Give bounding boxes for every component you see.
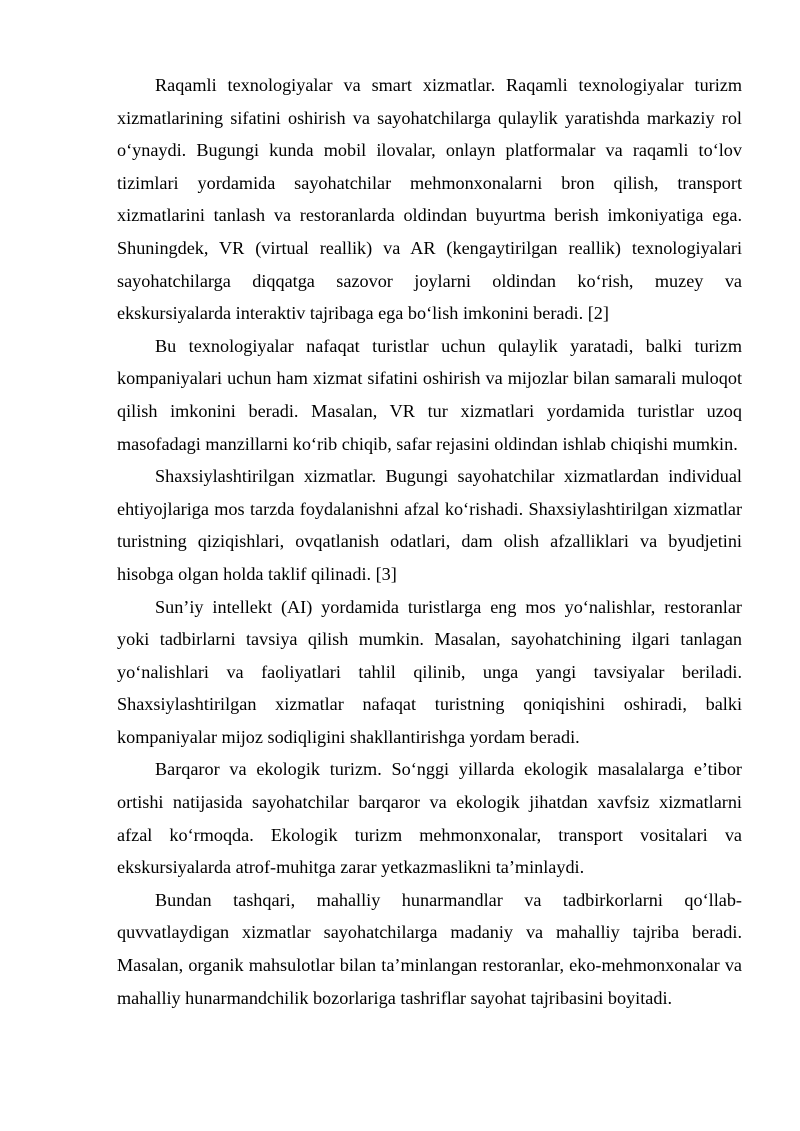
paragraph-digital-technologies: Raqamli texnologiyalar va smart xizmatlar. Raqamli texnologiyalar turizm xizmatlarining sifatini oshirish va sayohatchilarga qulaylik yaratishda markaziy rol oʻynaydi. Bugungi kunda mobil ilovalar, onlayn platformalar va raqamli toʻlov tizimlari yordamida sayohatchilar mehmonxonalarni bron qilish, transport xizmatlarini tanlash va restoranlarda oldindan buyurtma berish imkoniyatiga ega. Shuningdek, VR (virtual reallik) va AR (kengaytirilgan reallik) texnologiyalari sayohatchilarga diqqatga sazovor joylarni oldindan koʻrish, muzey va ekskursiyalarda interaktiv tajribaga ega boʻlish imkonini beradi. [2] (117, 75, 742, 324)
paragraph-artificial-intelligence: Sun’iy intellekt (AI) yordamida turistlarga eng mos yoʻnalishlar, restoranlar yoki tadbirlarni tavsiya qilish mumkin. Masalan, sayohatchining ilgari tanlagan yoʻnalishlari va faoliyatlari tahlil qilinib, unga yangi tavsiyalar beriladi. Shaxsiylashtirilgan xizmatlar nafaqat turistning qoniqishini oshiradi, balki kompaniyalar mijoz sodiqligini shakllantirishga yordam beradi. (117, 596, 742, 747)
paragraph-local-artisans: Bundan tashqari, mahalliy hunarmandlar va tadbirkorlarni qoʻllab-quvvatlaydigan xizmatlar sayohatchilarga madaniy va mahalliy tajriba beradi. Masalan, organik mahsulotlar bilan ta’minlangan restoranlar, eko-mehmonxonalar va mahalliy hunarmandchilik bozorlariga tashriflar sayohat tajribasini boyitadi. (117, 889, 742, 1008)
paragraph-personalized-services: Shaxsiylashtirilgan xizmatlar. Bugungi sayohatchilar xizmatlardan individual ehtiyojlariga mos tarzda foydalanishni afzal koʻrishadi. Shaxsiylashtirilgan xizmatlar turistning qiziqishlari, ovqatlanish odatlari, dam olish afzalliklari va byudjetini hisobga olgan holda taklif qilinadi. [3] (117, 466, 742, 584)
paragraph-technology-benefits: Bu texnologiyalar nafaqat turistlar uchun qulaylik yaratadi, balki turizm kompaniyalari uchun ham xizmat sifatini oshirish va mijozlar bilan samarali muloqot qilish imkonini beradi. Masalan, VR tur xizmatlari yordamida turistlar uzoq masofadagi manzillarni koʻrib chiqib, safar rejasini oldindan ishlab chiqishi mumkin. (117, 335, 742, 454)
paragraph-sustainable-tourism: Barqaror va ekologik turizm. Soʻnggi yillarda ekologik masalalarga e’tibor ortishi natijasida sayohatchilar barqaror va ekologik jihatdan xavfsiz xizmatlarni afzal koʻrmoqda. Ekologik turizm mehmonxonalar, transport vositalari va ekskursiyalarda atrof-muhitga zarar yetkazmaslikni ta’minlaydi. (117, 759, 742, 878)
document-page (117, 69, 742, 1014)
